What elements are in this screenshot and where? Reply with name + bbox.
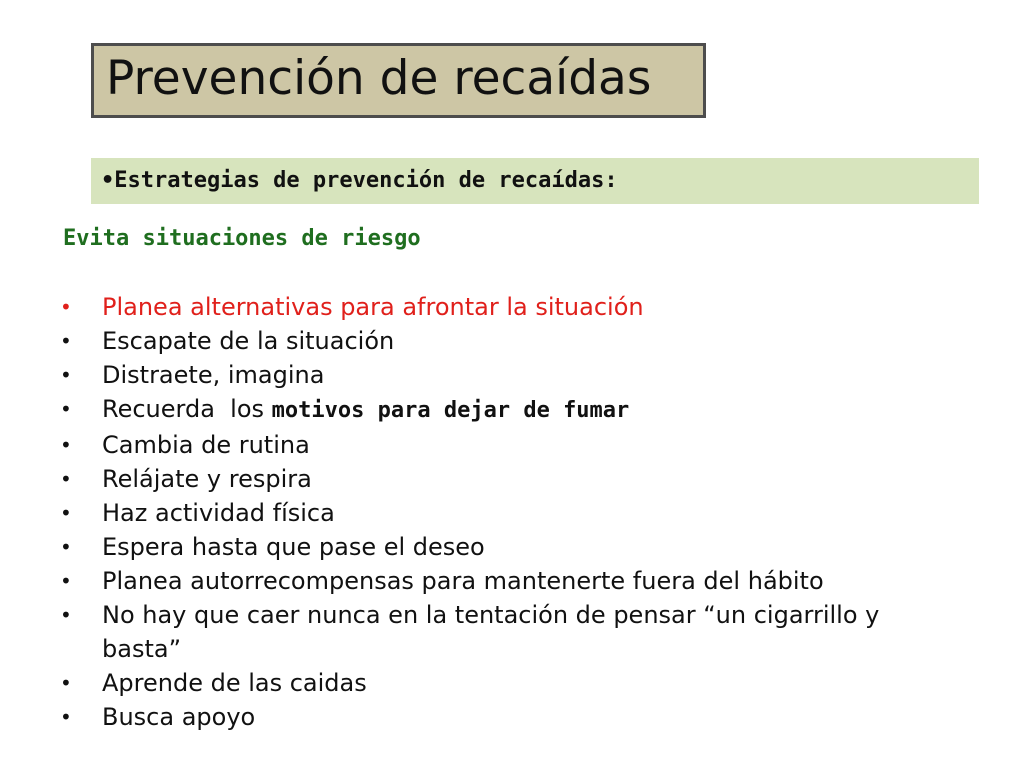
list-item	[56, 462, 956, 496]
bullet-icon: •	[60, 569, 72, 593]
bullet-icon: •	[60, 535, 72, 559]
list-item-text-plain: Recuerda los	[102, 395, 272, 423]
list-item-text	[102, 395, 629, 423]
list-item-text: Escapate de la situación	[102, 327, 395, 355]
list-item	[56, 666, 956, 700]
bullet-icon: •	[60, 329, 72, 353]
bullet-icon: •	[60, 671, 72, 695]
list-item-text: Planea autorrecompensas para mantenerte fuera del hábito	[102, 567, 824, 595]
subtitle-band	[91, 158, 979, 204]
list-item	[56, 324, 956, 358]
slide-title: Prevención de recaídas	[106, 51, 652, 106]
section-heading: Evita situaciones de riesgo	[63, 226, 421, 251]
bullet-icon: •	[60, 603, 72, 627]
bullet-icon: •	[60, 363, 72, 387]
bullet-icon: •	[60, 397, 72, 421]
bullet-icon: •	[60, 467, 72, 491]
list-item	[56, 564, 956, 598]
bullet-icon: •	[60, 501, 72, 525]
bullet-icon: •	[60, 705, 72, 729]
list-item	[56, 700, 956, 734]
list-item-text: Aprende de las caidas	[102, 669, 367, 697]
list-item-text: Espera hasta que pase el deseo	[102, 533, 485, 561]
list-item	[56, 290, 956, 324]
bullet-icon: •	[60, 433, 72, 457]
list-item-text: Haz actividad física	[102, 499, 335, 527]
subtitle-text: •Estrategias de prevención de recaídas:	[101, 168, 618, 193]
strategy-list	[56, 290, 956, 734]
list-item	[56, 496, 956, 530]
list-item-text: Distraete, imagina	[102, 361, 325, 389]
list-item	[56, 428, 956, 462]
bullet-icon: •	[60, 295, 72, 319]
list-item	[56, 530, 956, 564]
list-item-text: Busca apoyo	[102, 703, 256, 731]
title-box	[91, 43, 706, 118]
list-item-text: Cambia de rutina	[102, 431, 310, 459]
list-item-text: No hay que caer nunca en la tentación de pensar “un cigarrillo y basta”	[102, 601, 880, 663]
list-item	[56, 598, 956, 666]
list-item	[56, 392, 956, 428]
list-item	[56, 358, 956, 392]
list-item-text: Planea alternativas para afrontar la situación	[102, 293, 644, 321]
list-item-text: Relájate y respira	[102, 465, 312, 493]
list-item-text-bold: motivos para dejar de fumar	[271, 398, 630, 423]
